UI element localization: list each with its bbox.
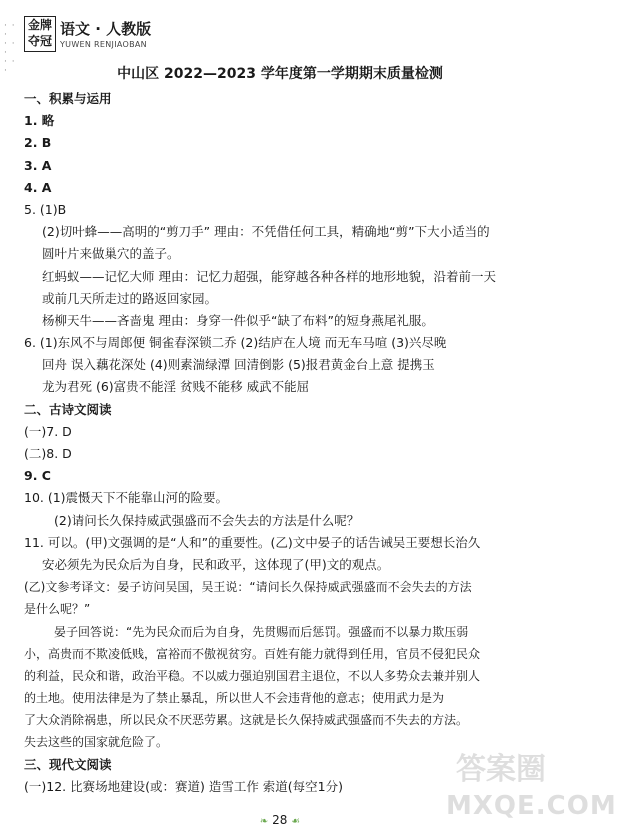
answer-line: 圆叶片来做巢穴的盖子。 — [42, 246, 180, 262]
answer-line: 2. B — [24, 135, 52, 151]
leaf-left-icon: ❧ — [259, 816, 269, 827]
translation-line: 小，高贵而不欺凌低贱，富裕而不傲视贫穷。百姓有能力就得到任用，官员不侵犯民众 — [24, 646, 481, 661]
answer-line: (一)7. D — [24, 423, 72, 439]
logo-line2: 夺冠 — [27, 34, 52, 48]
answer-line: 红蚂蚁——记忆大师 理由：记忆力超强，能穿越各种各样的地形地貌，沿着前一天 — [42, 268, 496, 284]
page-number-text: 28 — [272, 813, 288, 827]
answer-content — [24, 88, 544, 798]
translation-line: (乙)文参考译文：晏子访问吴国，吴王说：“请问长久保持威武强盛而不会失去的方法 — [24, 580, 472, 595]
translation-line: 的利益，民众和谐，政治平稳。不以威力强迫别国君主退位，不以人多势众去兼并别人 — [24, 668, 481, 683]
translation-line: 失去这些的国家就危险了。 — [24, 735, 169, 750]
section-heading: 一、积累与运用 — [24, 91, 112, 106]
answer-line: 10. (1)震慑天下不能靠山河的险要。 — [24, 490, 229, 506]
translation-line: 晏子回答说：“先为民众而后为自身，先贯赐而后惩罚。强盛而不以暴力欺压弱 — [54, 624, 469, 639]
answer-line: 龙为君死 (6)富贵不能淫 贫贱不能移 威武不能屈 — [42, 379, 310, 395]
translation-line: 了大众消除祸患，所以民众不厌恶劳累。这就是长久保持威武强盛而不失去的方法。 — [24, 713, 469, 728]
leaf-right-icon: ☙ — [291, 816, 301, 827]
answer-line: 11. 可以。(甲)文强调的是“人和”的重要性。(乙)文中晏子的话告诫吴王要想长治久 — [24, 534, 481, 550]
answer-line: 3. A — [24, 157, 52, 173]
translation-line: 是什么呢？” — [24, 602, 91, 617]
answer-line: (2)请问长久保持威武强盛而不会失去的方法是什么呢？ — [54, 512, 360, 528]
decorative-dots: · · · · · · · · · — [4, 21, 16, 76]
answer-line: 5. (1)B — [24, 201, 67, 217]
page-number — [0, 813, 560, 827]
section-heading: 三、现代文阅读 — [24, 756, 112, 772]
answer-line: 9. C — [24, 468, 51, 484]
book-subtitle: YUWEN RENJIAOBAN — [60, 40, 147, 49]
answer-line: 1. 略 — [24, 113, 55, 129]
answer-line: (一)12. 比赛场地建设(或：赛道) 造雪工作 索道(每空1分) — [24, 778, 344, 794]
logo-line1: 金牌 — [27, 18, 52, 32]
document-title: 中山区 2022—2023 学年度第一学期期末质量检测 — [117, 66, 443, 82]
section-heading: 二、古诗文阅读 — [24, 401, 112, 417]
book-name: 语文 · 人教版 — [60, 20, 152, 38]
answer-line: (二)8. D — [24, 446, 72, 461]
answer-line: 安必须先为民众后为自身，民和政平，这体现了(甲)文的观点。 — [42, 556, 390, 572]
answer-line: 6. (1)东风不与周郎便 铜雀春深锁二乔 (2)结庐在人境 而无车马喧 (3)兴尽晚 — [24, 335, 447, 351]
answer-line: 回舟 误入藕花深处 (4)则素湍绿潭 回清倒影 (5)报君黄金台上意 提携玉 — [42, 357, 435, 373]
answer-line: 4. A — [24, 179, 52, 195]
translation-line: 的土地。使用法律是为了禁止暴乱，所以世人不会违背他的意志；使用武力是为 — [24, 691, 445, 706]
brand-logo — [24, 16, 56, 52]
watermark-bottom: MXQE.COM — [446, 791, 617, 821]
answer-line: 或前几天所走过的路返回家园。 — [42, 290, 218, 306]
watermark-top: 答案圈 — [456, 752, 546, 787]
answer-line: 杨柳天牛——吝啬鬼 理由：身穿一件似乎“缺了布料”的短身燕尾礼服。 — [42, 312, 434, 328]
answer-line: (2)切叶蜂——高明的“剪刀手” 理由：不凭借任何工具，精确地“剪”下大小适当的 — [42, 224, 490, 240]
